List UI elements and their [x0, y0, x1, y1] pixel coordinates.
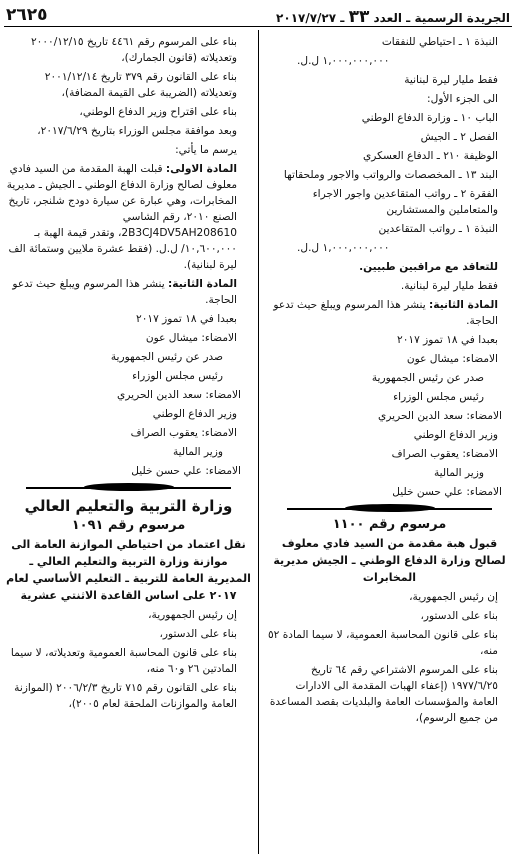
line: الى الجزء الأول: — [427, 93, 498, 105]
decree-number: مرسوم رقم ١١٠٠ — [332, 517, 447, 532]
section-separator — [6, 482, 251, 494]
paragraph: بناء على الدستور، — [159, 628, 237, 640]
line: النبذة ١ ـ رواتب المتقاعدين — [378, 223, 498, 235]
paragraph: إن رئيس الجمهورية، — [148, 609, 237, 621]
article-2 — [6, 276, 251, 308]
signature: الامضاء: ميشال عون — [406, 353, 498, 365]
official-title: وزير الدفاع الوطني — [413, 429, 498, 441]
line: الباب ١٠ ـ وزارة الدفاع الوطني — [361, 112, 498, 124]
article-text: ينشر هذا المرسوم ويبلغ حيث تدعو الحاجة. — [273, 299, 498, 327]
line: النبذة ١ ـ احتياطي للنفقات — [381, 36, 498, 48]
issue-date: ـ ٢٠١٧/٧/٢٧ — [276, 11, 345, 25]
article-text: ينشر هذا المرسوم ويبلغ حيث تدعو الحاجة. — [12, 278, 237, 306]
paragraph: بناء على المرسوم الاشتراعي رقم ٦٤ تاريخ ١٩٧٧/٦/٢٥ (إعفاء الهبات المقدمة الى الادارات العامة والمؤسسات العامة والبلديات بقصد المساعدة من جميع الرسوم)، — [269, 664, 498, 724]
page-number: ٢٦٢٥ — [6, 5, 48, 25]
line: فقط مليار ليرة لبنانية — [404, 74, 498, 86]
signature: الامضاء: ميشال عون — [145, 332, 237, 344]
line: فقط مليار ليرة لبنانية. — [400, 280, 498, 292]
paragraph: بناء على المرسوم رقم ٤٤٦١ تاريخ ٢٠٠٠/١٢/١٥ وتعديلاته (قانون الجمارك)، — [30, 36, 237, 64]
line: الوظيفة ٢١٠ ـ الدفاع العسكري — [362, 150, 498, 162]
paragraph: بناء على اقتراح وزير الدفاع الوطني، — [79, 106, 237, 118]
page-header — [4, 4, 512, 27]
article-label: المادة الثانية: — [168, 278, 237, 290]
signature: الامضاء: يعقوب الصراف — [130, 427, 237, 439]
decree-number: مرسوم رقم ١٠٩١ — [71, 518, 186, 533]
paragraph: بناء على قانون المحاسبة العمومية وتعديلاته، لا سيما المادتين ٢٦ و٦٠ منه، — [10, 647, 237, 675]
left-column — [6, 34, 251, 854]
issuer: صدر عن رئيس الجمهورية — [110, 351, 223, 363]
line: الفقرة ٢ ـ رواتب المتقاعدين واجور الاجراء والمتعاملين والمستشارين — [312, 188, 498, 216]
signature: الامضاء: سعد الدين الحريري — [378, 410, 502, 422]
official-title: وزير المالية — [433, 467, 484, 479]
official-title: رئيس مجلس الوزراء — [132, 370, 223, 382]
signature: الامضاء: علي حسن خليل — [131, 465, 241, 477]
line: الفصل ٢ ـ الجيش — [420, 131, 498, 143]
signature: الامضاء: علي حسن خليل — [392, 486, 502, 498]
right-column — [267, 34, 512, 854]
paragraph: بناء على القانون رقم ٧١٥ تاريخ ٢٠٠٦/٢/٣ (الموازنة العامة والموازنات الملحقة لعام ٢٠٠٥)، — [14, 682, 237, 710]
gazette-title — [276, 7, 510, 27]
article-text: قبلت الهبة المقدمة من السيد فادي معلوف لصالح وزارة الدفاع الوطني ـ الجيش ـ مديرية المخابرات، وهي عبارة عن سيارة دودج شلنجر، تاريخ الصنع ٢٠١٠، رقم الشاسي 2B3CJ4DV5AH208610، وتقدر قيمة الهبة بـ ١٠,٦٠٠,٠٠٠/ ل.ل. (فقط عشرة ملايين وستمائة الف ليرة لبنانية). — [6, 163, 237, 271]
official-title: رئيس مجلس الوزراء — [393, 391, 484, 403]
paragraph: بناء على القانون رقم ٣٧٩ تاريخ ٢٠٠١/١٢/١٤ وتعديلاته (الضريبة على القيمة المضافة)، — [44, 71, 237, 99]
column-divider — [258, 30, 259, 854]
signature: الامضاء: يعقوب الصراف — [391, 448, 498, 460]
official-title: وزير الدفاع الوطني — [152, 408, 237, 420]
paragraph: يرسم ما يأتي: — [175, 144, 237, 156]
decree-date: بعبدا في ١٨ تموز ٢٠١٧ — [397, 334, 498, 346]
amount: ١,٠٠٠,٠٠٠,٠٠٠ ل.ل. — [297, 242, 390, 254]
decree-date: بعبدا في ١٨ تموز ٢٠١٧ — [136, 313, 237, 325]
issuer: صدر عن رئيس الجمهورية — [371, 372, 484, 384]
decree-title: نقل اعتماد من احتياطي الموازنة العامة الى موازنة وزارة التربية والتعليم العالي ـ المديرية العامة للتربية ـ التعليم الأساسي لعام ٢٠١٧ على اساس القاعدة الاثنتي عشرية — [6, 538, 251, 602]
issue-number: ٣٣ — [348, 7, 370, 27]
line: للتعاقد مع مراقبين طبيين. — [359, 261, 498, 273]
ministry-heading: وزارة التربية والتعليم العالي — [24, 497, 233, 515]
signature: الامضاء: سعد الدين الحريري — [117, 389, 241, 401]
paragraph: بناء على قانون المحاسبة العمومية، لا سيما المادة ٥٢ منه، — [267, 629, 498, 657]
article-1 — [6, 161, 251, 273]
amount: ١,٠٠٠,٠٠٠,٠٠٠ ل.ل. — [297, 55, 390, 67]
paragraph: وبعد موافقة مجلس الوزراء بتاريخ ٢٠١٧/٦/٢٩، — [37, 125, 237, 137]
line: البند ١٣ ـ المخصصات والرواتب والاجور وملحقاتها — [283, 169, 498, 181]
paragraph: إن رئيس الجمهورية، — [409, 591, 498, 603]
section-separator — [267, 503, 512, 515]
gazette-name: الجريدة الرسمية ـ العدد — [373, 11, 510, 25]
article-label: المادة الاولى: — [165, 163, 237, 175]
decree-title: قبول هبة مقدمة من السيد فادي معلوف لصالح وزارة الدفاع الوطني ـ الجيش مديرية المخابرات — [273, 537, 506, 584]
article-label: المادة الثانية: — [429, 299, 498, 311]
paragraph: بناء على الدستور، — [420, 610, 498, 622]
article-2 — [267, 297, 512, 329]
official-title: وزير المالية — [172, 446, 223, 458]
